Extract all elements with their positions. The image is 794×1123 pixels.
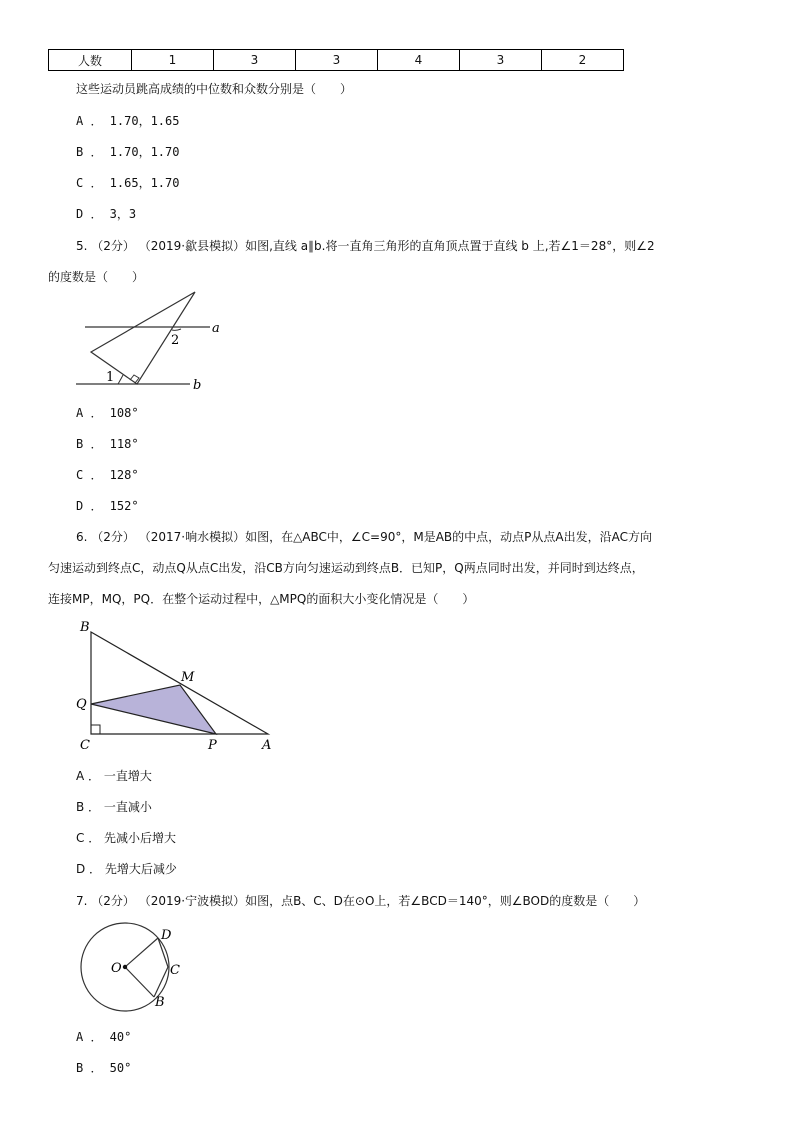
label-B7: B [155, 995, 165, 1010]
label-Q: Q [76, 697, 87, 712]
q6-option-b: B ． 一直减小 [76, 800, 152, 814]
table-cell: 4 [378, 50, 460, 71]
q4-option-a: A ． 1.70，1.65 [76, 114, 180, 128]
table-cell: 1 [132, 50, 214, 71]
label-a: a [212, 321, 220, 336]
q4-option-b: B ． 1.70，1.70 [76, 145, 180, 159]
label-M: M [181, 670, 195, 685]
q5-option-b: B ． 118° [76, 437, 139, 451]
q5-stem-line2: 的度数是（ ） [48, 270, 145, 284]
q6-stem-line2: 匀速运动到终点C，动点Q从点C出发，沿CB方向匀速运动到终点B．已知P，Q两点同时出发，并同时到达终点， [48, 561, 644, 575]
q6-option-d: D ． 先增大后减少 [76, 862, 177, 876]
q4-stem: 这些运动员跳高成绩的中位数和众数分别是（ ） [76, 82, 353, 96]
table-cell: 2 [542, 50, 624, 71]
label-P: P [208, 738, 217, 753]
label-angle-2: 2 [171, 333, 180, 348]
label-angle-1: 1 [106, 370, 115, 385]
q5-option-d: D ． 152° [76, 499, 139, 513]
q7-option-a: A ． 40° [76, 1030, 132, 1044]
q5-option-c: C ． 128° [76, 468, 139, 482]
q7-option-b: B ． 50° [76, 1061, 132, 1075]
table-cell: 3 [214, 50, 296, 71]
label-C7: C [170, 963, 180, 978]
segment-od [125, 938, 158, 967]
table-header-cell: 人数 [49, 50, 132, 71]
q5-stem-line1: 5. （2分） （2019·歙县模拟）如图,直线 a∥b.将一直角三角形的直角顶点置于直线 b 上,若∠1＝28°，则∠2 [76, 239, 655, 253]
center-point-o [123, 965, 127, 969]
label-A: A [262, 738, 272, 753]
q4-option-d: D ． 3，3 [76, 207, 137, 221]
q4-option-c: C ． 1.65，1.70 [76, 176, 180, 190]
q5-option-a: A ． 108° [76, 406, 139, 420]
label-B: B [80, 620, 90, 635]
q7-stem: 7. （2分） （2019·宁波模拟）如图，点B、C、D在⊙O上，若∠BCD＝140°，则∠BOD的度数是（ ） [76, 894, 646, 908]
label-D: D [161, 928, 172, 943]
segment-ob [125, 967, 154, 997]
q6-option-a: A ． 一直增大 [76, 769, 152, 783]
q6-stem-line1: 6. （2分） （2017·响水模拟）如图，在△ABC中，∠C=90°，M是AB的中点，动点P从点A出发，沿AC方向 [76, 530, 652, 544]
label-C: C [80, 738, 90, 753]
table-cell: 3 [296, 50, 378, 71]
table-cell: 3 [460, 50, 542, 71]
label-b: b [193, 378, 202, 393]
label-O: O [111, 961, 122, 976]
q6-stem-line3: 连接MP，MQ，PQ．在整个运动过程中，△MPQ的面积大小变化情况是（ ） [48, 592, 475, 606]
q6-option-c: C ． 先减小后增大 [76, 831, 177, 845]
